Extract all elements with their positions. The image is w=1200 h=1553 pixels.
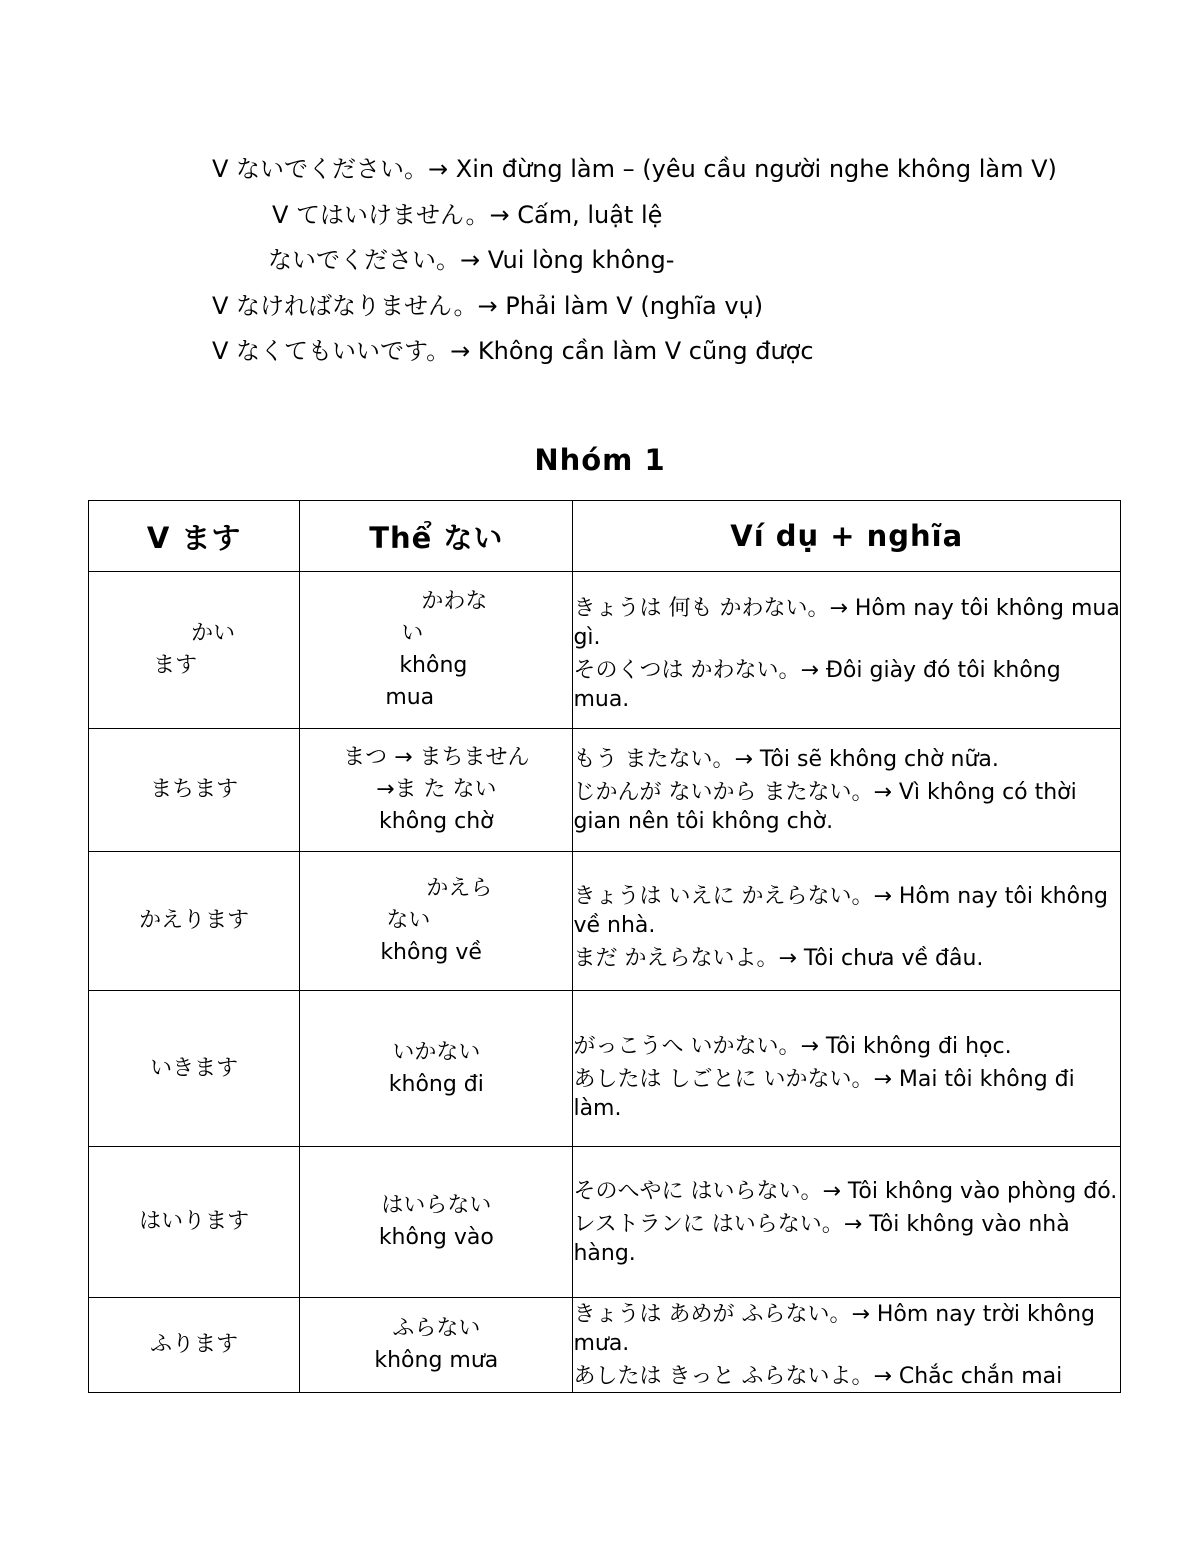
example-sentence: あしたは しごとに いかない。→ Mai tôi không đi làm. bbox=[573, 1067, 1075, 1121]
example-cell bbox=[573, 729, 1121, 852]
nai-form-meaning: không đi bbox=[388, 1071, 484, 1097]
example-sentence: じかんが ないから またない。→ Vì không có thời gian nên tôi không chờ. bbox=[573, 779, 1077, 834]
nai-form-cell bbox=[300, 1147, 573, 1298]
nai-form-text: いかない bbox=[392, 1039, 481, 1065]
example-cell bbox=[573, 852, 1121, 991]
table-row bbox=[89, 1298, 1121, 1393]
example-sentence: レストランに はいらない。→ Tôi không vào nhà hàng. bbox=[573, 1211, 1070, 1266]
verb-table bbox=[88, 500, 1121, 1393]
example-cell bbox=[573, 1298, 1121, 1393]
section-title: Nhóm 1 bbox=[534, 443, 666, 477]
vmasu-cell bbox=[89, 991, 300, 1147]
nai-form-cell bbox=[300, 1298, 573, 1393]
nai-form-text: はいらない bbox=[381, 1193, 492, 1218]
table-row bbox=[89, 852, 1121, 991]
nai-form-text: ふらない bbox=[392, 1316, 481, 1341]
vmasu-cell bbox=[89, 1147, 300, 1298]
note-line-1: V ないでください。→ Xin đừng làm – (yêu cầu người nghe không làm V) bbox=[212, 155, 1057, 183]
example-cell bbox=[573, 572, 1121, 729]
nai-form-cell bbox=[300, 729, 573, 852]
nai-form-text: かわな bbox=[421, 589, 488, 614]
header-nai-form: Thể ない bbox=[300, 501, 573, 572]
example-sentence: そのくつは かわない。→ Đôi giày đó tôi không mua. bbox=[573, 658, 1061, 712]
example-sentence: もう またない。→ Tôi sẽ không chờ nữa. bbox=[573, 746, 999, 772]
nai-form-text: まつ → まちません bbox=[343, 745, 530, 770]
nai-form-meaning: không chờ bbox=[379, 809, 494, 834]
note-line-5: V なくてもいいです。→ Không cần làm V cũng được bbox=[212, 337, 814, 365]
example-sentence: きょうは 何も かわない。→ Hôm nay tôi không mua gì. bbox=[573, 596, 1120, 650]
nai-form-meaning: không mưa bbox=[374, 1348, 499, 1373]
vmasu-text: ふります bbox=[150, 1332, 239, 1357]
table-row bbox=[89, 729, 1121, 852]
example-cell bbox=[573, 1147, 1121, 1298]
vmasu-text: かえります bbox=[139, 908, 250, 933]
example-cell bbox=[573, 991, 1121, 1147]
note-line-3: ないでください。→ Vui lòng không- bbox=[268, 246, 675, 274]
nai-form-text: い bbox=[401, 621, 424, 646]
nai-form-cell bbox=[300, 572, 573, 729]
vmasu-text: いきます bbox=[150, 1055, 239, 1081]
note-line-2: V てはいけません。→ Cấm, luật lệ bbox=[272, 201, 663, 229]
vmasu-text: ます bbox=[153, 653, 198, 678]
table-header-row bbox=[89, 501, 1121, 572]
example-sentence: きょうは あめが ふらない。→ Hôm nay trời không mưa. bbox=[573, 1301, 1096, 1356]
nai-form-text: →ま た ない bbox=[376, 777, 497, 802]
example-sentence: きょうは いえに かえらない。→ Hôm nay tôi không về nhà. bbox=[573, 883, 1108, 938]
nai-form-meaning: không về bbox=[380, 940, 482, 965]
vmasu-cell bbox=[89, 1298, 300, 1393]
note-line-4: V なければなりません。→ Phải làm V (nghĩa vụ) bbox=[212, 292, 764, 320]
example-sentence: そのへやに はいらない。→ Tôi không vào phòng đó. bbox=[573, 1178, 1118, 1204]
vmasu-cell bbox=[89, 729, 300, 852]
vmasu-text: はいります bbox=[139, 1209, 250, 1234]
nai-form-meaning: mua bbox=[385, 685, 435, 710]
header-examples: Ví dụ + nghĩa bbox=[573, 501, 1121, 572]
header-vmasu: V ます bbox=[89, 501, 300, 572]
example-sentence: まだ かえらないよ。→ Tôi chưa về đâu. bbox=[573, 945, 984, 971]
vmasu-text: まちます bbox=[150, 777, 239, 802]
nai-form-meaning: không bbox=[399, 653, 468, 678]
table-row bbox=[89, 572, 1121, 729]
table-row bbox=[89, 991, 1121, 1147]
example-sentence: がっこうへ いかない。→ Tôi không đi học. bbox=[573, 1034, 1012, 1059]
nai-form-text: かえら bbox=[426, 876, 493, 901]
nai-form-cell bbox=[300, 991, 573, 1147]
example-sentence: あしたは きっと ふらないよ。→ Chắc chắn mai bbox=[573, 1363, 1063, 1389]
vmasu-cell bbox=[89, 572, 300, 729]
nai-form-text: ない bbox=[386, 908, 431, 933]
table-row bbox=[89, 1147, 1121, 1298]
vmasu-text: かい bbox=[191, 621, 236, 646]
nai-form-cell bbox=[300, 852, 573, 991]
vmasu-cell bbox=[89, 852, 300, 991]
nai-form-meaning: không vào bbox=[378, 1225, 494, 1250]
